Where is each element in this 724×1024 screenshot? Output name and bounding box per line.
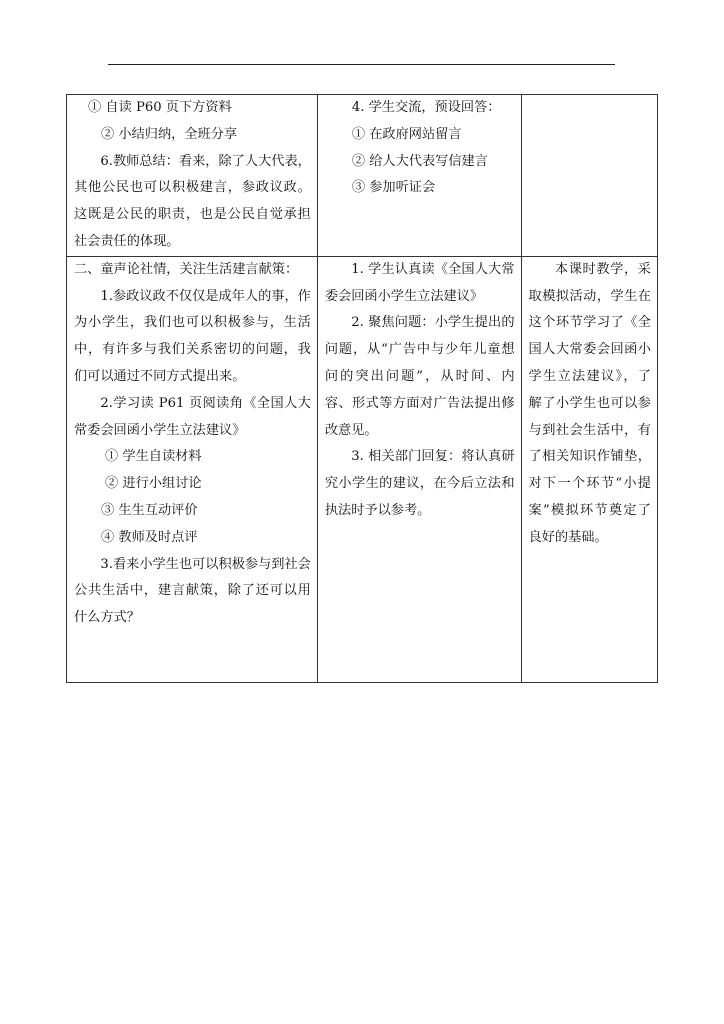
- teacher-activity-cell: [67, 256, 318, 682]
- answer-item-1: ① 在政府网站留言: [351, 126, 462, 142]
- student-activity-cell: [317, 256, 521, 682]
- answer-item-3: ③ 参加听证会: [351, 180, 436, 196]
- student-step-1: 1. 学生认真读《全国人大常委会回函小学生立法建议》: [324, 261, 515, 304]
- student-step-3: 3. 相关部门回复：将认真研究小学生的建议，在今后立法和执法时予以参考。: [324, 449, 515, 518]
- design-intent-cell: [521, 95, 657, 257]
- table-row: [67, 95, 658, 257]
- lesson-plan-table: [66, 94, 658, 683]
- reading-step-1: ① 自读 P60 页下方资料: [88, 100, 232, 115]
- design-intent-text: 本课时教学，采取模拟活动，学生在这个环节学习了《全国人大常委会回函小学生立法建议》，了解了小学生也可以参与到社会生活中，有了相关知识作铺垫，对下一个环节“小提案”模拟环节奠定了良好的基础。: [528, 261, 651, 545]
- study-step-3: ③ 生生互动评价: [101, 502, 198, 518]
- design-intent-cell: [521, 256, 657, 682]
- teacher-point-1: 1.参政议政不仅仅是成年人的事，作为小学生，我们也可以积极参与，生活中，有许多与我们关系密切的问题，我们可以通过不同方式提出来。: [74, 288, 311, 384]
- teacher-point-3: 3.看来小学生也可以积极参与到社会公共生活中，建言献策，除了还可以用什么方式？: [74, 556, 311, 626]
- reading-step-2: ② 小结归纳，全班分享: [101, 126, 238, 142]
- study-step-1: ① 学生自读材料: [105, 449, 202, 465]
- teacher-activity-cell: [67, 95, 318, 257]
- answer-item-2: ② 给人大代表写信建言: [351, 153, 488, 169]
- header-rule: [108, 64, 615, 65]
- study-step-4: ④ 教师及时点评: [101, 529, 198, 545]
- study-step-2: ② 进行小组讨论: [105, 476, 202, 492]
- teacher-summary: 6.教师总结：看来，除了人大代表，其他公民也可以积极建言，参政议政。这既是公民的职责，也是公民自觉承担社会责任的体现。: [74, 153, 311, 249]
- student-activity-cell: [317, 95, 521, 257]
- student-step-2: 2. 聚焦问题：小学生提出的问题，从“广告中与少年儿童想问的突出问题”，从时间、内容、形式等方面对广告法提出修改意见。: [324, 315, 515, 438]
- table-row: [67, 256, 658, 682]
- teacher-point-2: 2.学习读 P61 页阅读角《全国人大常委会回函小学生立法建议》: [74, 395, 311, 438]
- student-exchange-heading: 4. 学生交流，预设回答：: [351, 100, 501, 115]
- section-heading: 二、童声论社情，关注生活建言献策：: [74, 261, 299, 277]
